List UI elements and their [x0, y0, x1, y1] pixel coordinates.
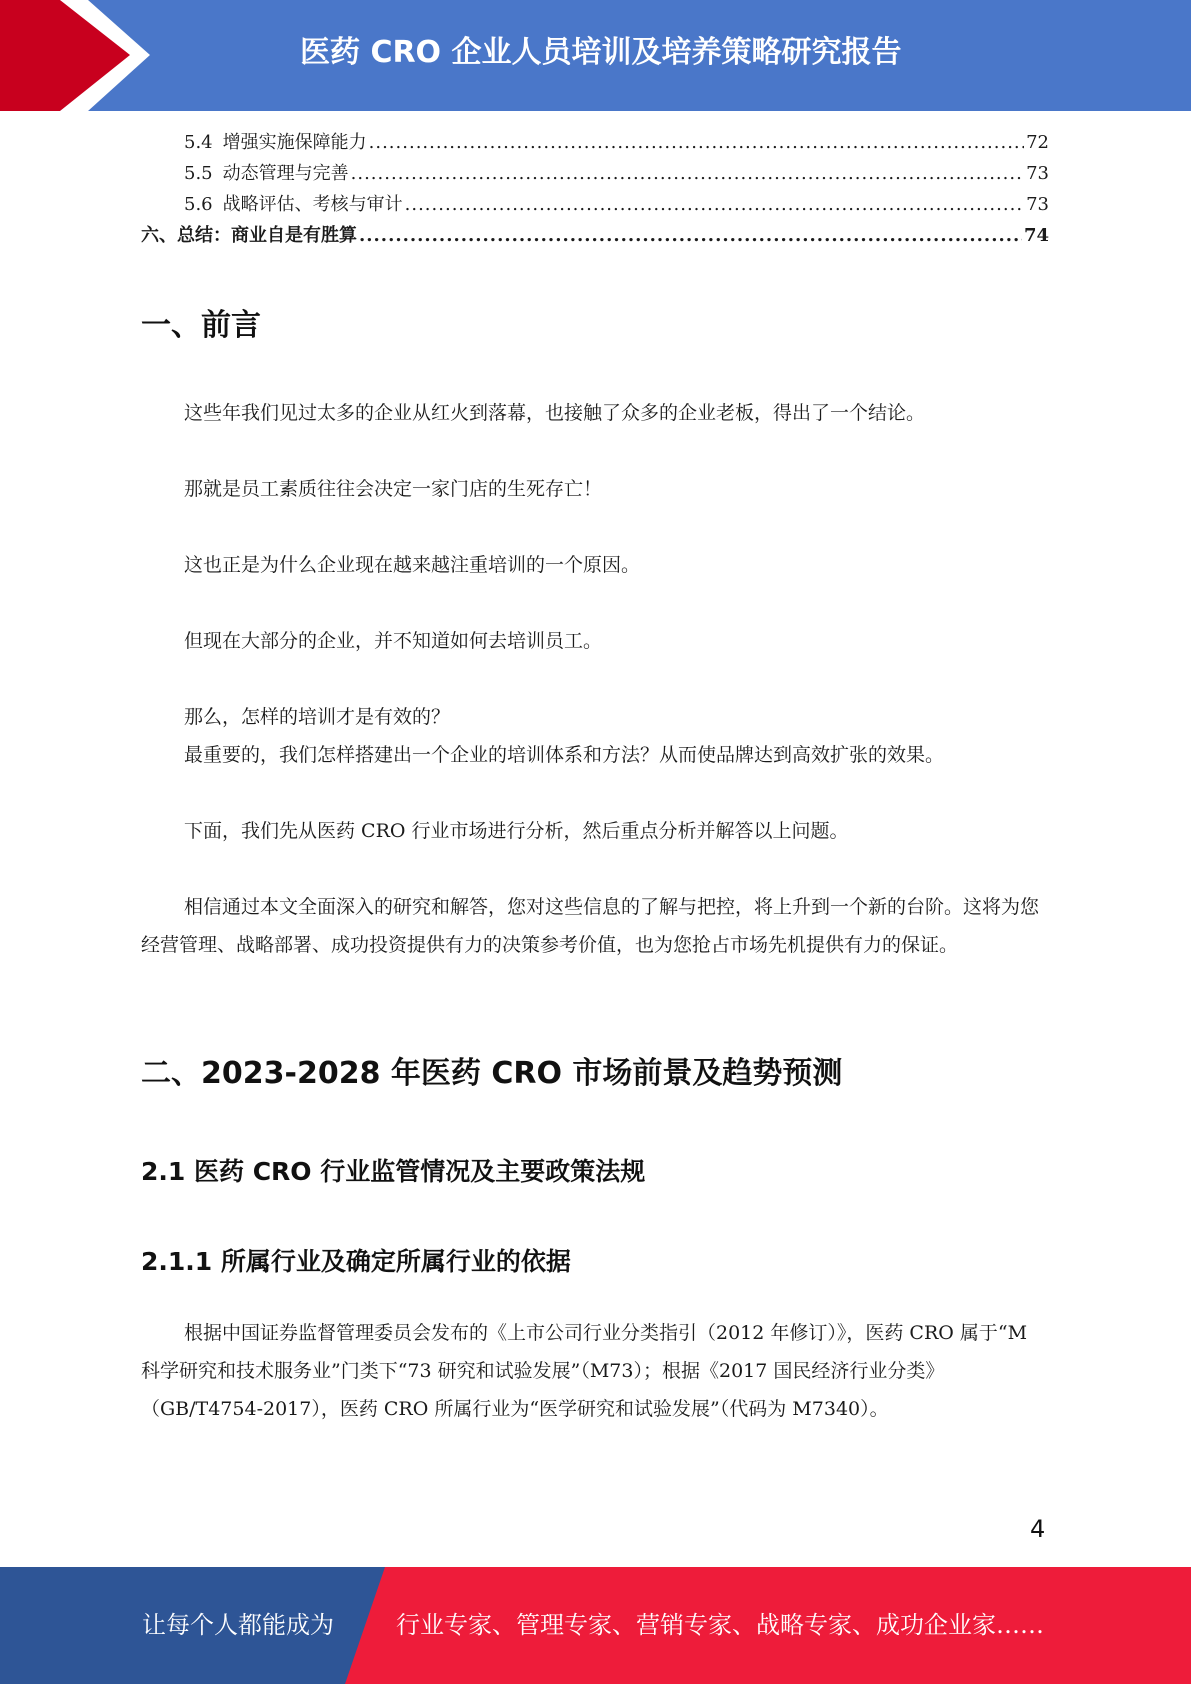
toc-leader-dots [359, 225, 1022, 246]
toc-entry-number: 5.6 [184, 194, 213, 215]
toc-entry-title: 战略评估、考核与审计 [222, 194, 403, 215]
toc-entry-title: 增强实施保障能力 [222, 132, 367, 153]
body-paragraph: 但现在大部分的企业，并不知道如何去培训员工。 [184, 630, 603, 652]
footer-slogan-left: 让每个人都能成为 [142, 1611, 334, 1639]
toc-leader-dots [369, 132, 1024, 153]
toc-entry[interactable] [141, 159, 1049, 190]
toc-entry-number: 5.4 [184, 132, 213, 153]
body-paragraph: 根据中国证券监督管理委员会发布的《上市公司行业分类指引（2012 年修订）》，医药 CRO 属于“M 科学研究和技术服务业”门类下“73 研究和试验发展”（M73）；根据《2017 国民经济行业分类》（GB/T4754-2017），医药 CRO 所属行业为“医学研究和试验发展”（代码为 M7340）。 [141, 1322, 1028, 1420]
body-paragraph: 相信通过本文全面深入的研究和解答，您对这些信息的了解与把控，将上升到一个新的台阶。这将为您经营管理、战略部署、成功投资提供有力的决策参考价值，也为您抢占市场先机提供有力的保证。 [141, 896, 1040, 956]
page-number: 4 [1030, 1515, 1046, 1543]
toc-entry-page: 73 [1026, 194, 1049, 215]
toc-entry[interactable] [141, 128, 1049, 159]
toc-entry-page: 72 [1026, 132, 1049, 153]
section-heading-market-outlook: 二、2023-2028 年医药 CRO 市场前景及趋势预测 [141, 1056, 843, 1091]
table-of-contents [141, 128, 1049, 252]
section-heading-preface: 一、前言 [141, 308, 261, 343]
body-paragraph: 这些年我们见过太多的企业从红火到落幕，也接触了众多的企业老板，得出了一个结论。 [184, 402, 926, 424]
body-paragraph: 这也正是为什么企业现在越来越注重培训的一个原因。 [184, 554, 641, 576]
body-paragraph: 那就是员工素质往往会决定一家门店的生死存亡！ [184, 478, 603, 500]
toc-entry-number: 5.5 [184, 163, 213, 184]
report-footer [0, 1567, 1191, 1684]
body-paragraph: 最重要的，我们怎样搭建出一个企业的培训体系和方法？从而使品牌达到高效扩张的效果。 [184, 744, 945, 766]
toc-entry-title: 动态管理与完善 [222, 163, 349, 184]
body-paragraph: 那么，怎样的培训才是有效的？ [184, 706, 451, 728]
body-paragraph: 下面，我们先从医药 CRO 行业市场进行分析，然后重点分析并解答以上问题。 [184, 820, 849, 842]
subsubsection-heading: 2.1.1 所属行业及确定所属行业的依据 [141, 1247, 571, 1276]
toc-leader-dots [405, 194, 1024, 215]
report-header [0, 0, 1191, 111]
toc-entry-page: 74 [1023, 225, 1049, 246]
toc-entry-title: 六、总结：商业自是有胜算 [141, 225, 357, 246]
subsection-heading: 2.1 医药 CRO 行业监管情况及主要政策法规 [141, 1157, 646, 1186]
report-title: 医药 CRO 企业人员培训及培养策略研究报告 [300, 35, 902, 70]
footer-slogan-right: 行业专家、管理专家、营销专家、战略专家、成功企业家…… [396, 1611, 1044, 1639]
toc-entry-page: 73 [1026, 163, 1049, 184]
toc-entry[interactable] [141, 221, 1049, 252]
toc-leader-dots [351, 163, 1024, 184]
toc-entry[interactable] [141, 190, 1049, 221]
